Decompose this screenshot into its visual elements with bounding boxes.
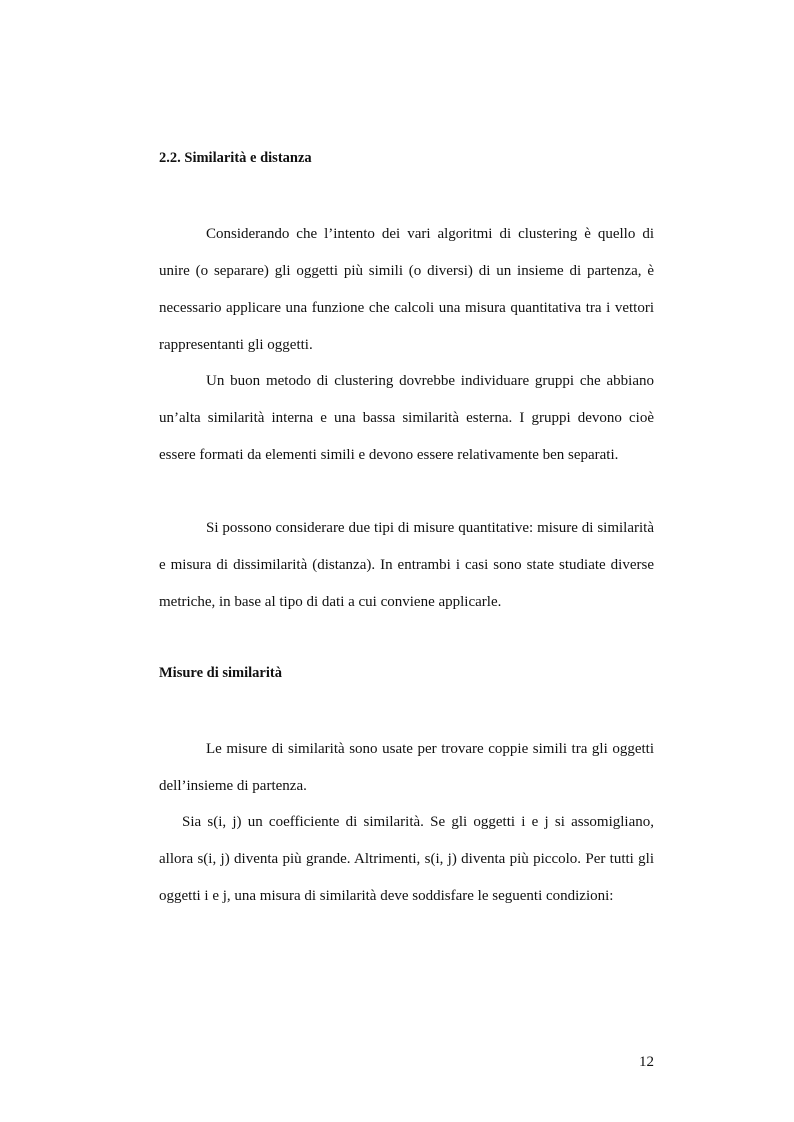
paragraph-similarity-coefficient: Sia s(i, j) un coefficiente di similarità. Se gli oggetti i e j si assomigliano, allora s(i, j) diventa più grande. Altrimenti, s(i, j) diventa più piccolo. Per tutti gli oggetti i e j, una misura di similarità deve soddisfare le seguenti condizioni: — [159, 814, 654, 904]
subsection-heading: Misure di similarità — [159, 665, 282, 681]
paragraph-similarity-usage: Le misure di similarità sono usate per trovare coppie simili tra gli oggetti dell’insieme di partenza. — [159, 741, 654, 794]
paragraph-clustering-intent: Considerando che l’intento dei vari algoritmi di clustering è quello di unire (o separare) gli oggetti più simili (o diversi) di un insieme di partenza, è necessario applicare una funzione che calcoli una misura quantitativa tra i vettori rappresentanti gli oggetti. — [159, 226, 654, 353]
paragraph-measure-types: Si possono considerare due tipi di misure quantitative: misure di similarità e misura di dissimilarità (distanza). In entrambi i casi sono state studiate diverse metriche, in base al tipo di dati a cui conviene applicarle. — [159, 520, 654, 610]
paragraph-clustering-method: Un buon metodo di clustering dovrebbe individuare gruppi che abbiano un’alta similarità interna e una bassa similarità esterna. I gruppi devono cioè essere formati da elementi simili e devono essere relativamente ben separati. — [159, 373, 654, 463]
page-number: 12 — [639, 1054, 654, 1070]
section-heading: 2.2. Similarità e distanza — [159, 150, 312, 166]
